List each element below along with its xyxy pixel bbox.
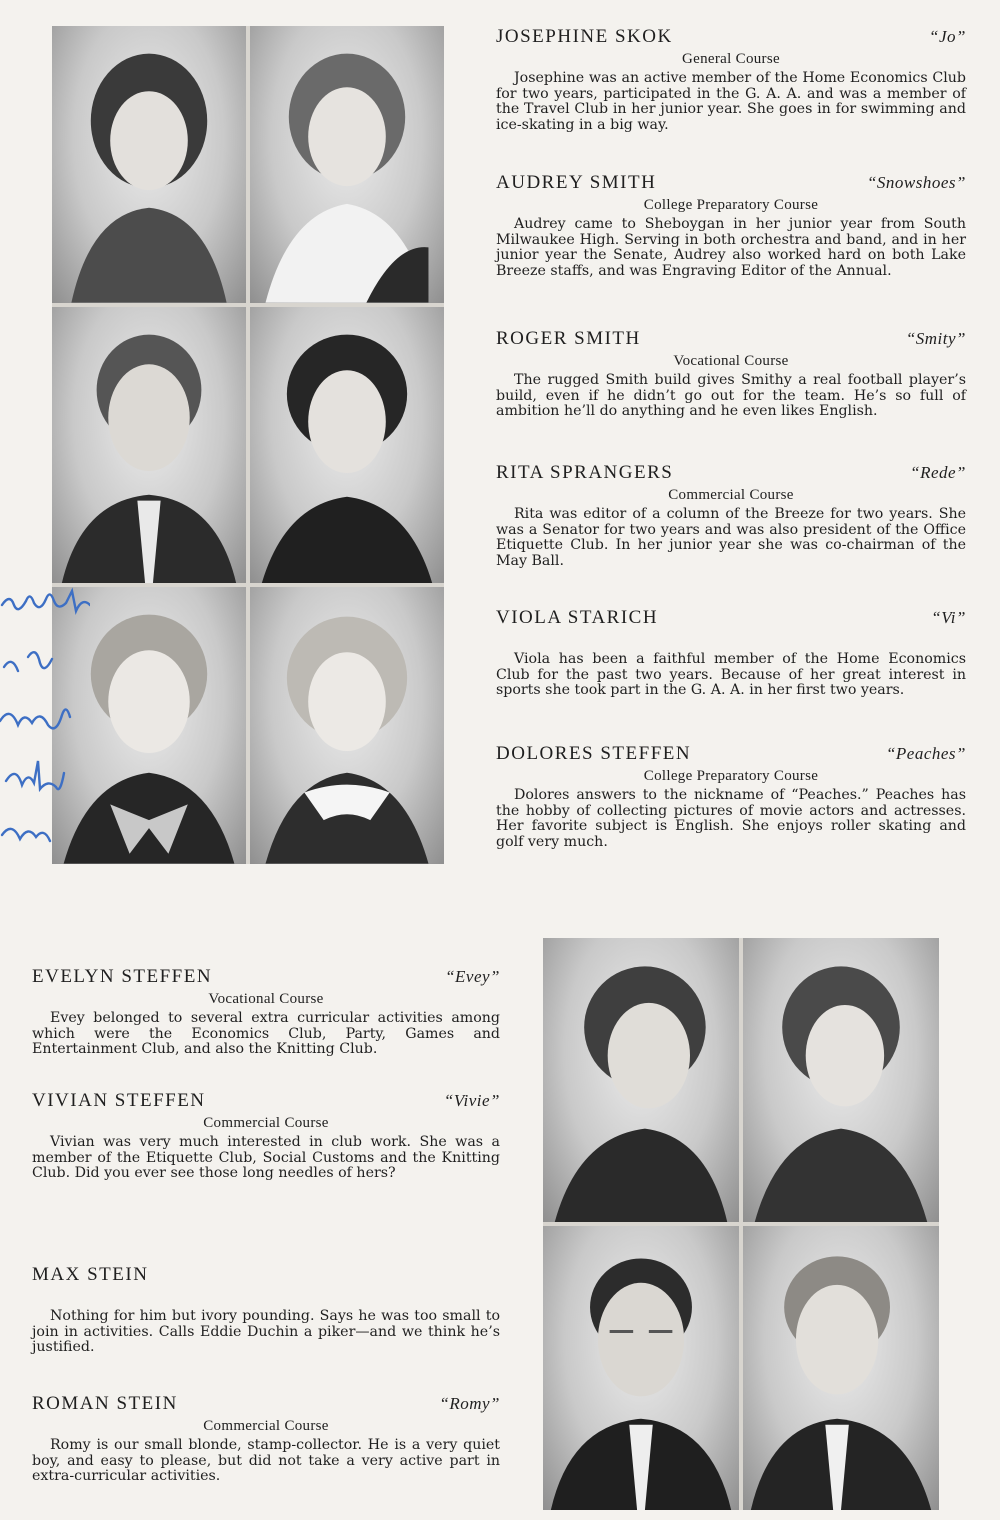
portrait-evelyn-steffen [543,938,739,1222]
entry-roger-smith [496,328,966,420]
student-course [32,1289,500,1306]
student-course [496,632,966,649]
student-name: ROMAN STEIN [32,1393,178,1414]
entry-vivian-steffen [32,1090,500,1182]
portrait-grid-bottom [543,938,939,1510]
student-nickname: “Snowshoes” [866,173,966,192]
student-name: MAX STEIN [32,1264,149,1285]
student-course: Vocational Course [208,991,324,1007]
student-nickname: “Vivie” [443,1091,500,1110]
student-course: Vocational Course [673,353,789,369]
entry-rita-sprangers [496,462,966,569]
student-nickname: “Jo” [929,27,966,46]
student-name: JOSEPHINE SKOK [496,26,673,47]
student-bio: Dolores answers to the nickname of “Peaches.” Peaches has the hobby of collecting pictures of movie actors and actresses. Her favorite subject is English. She enjoys roller skating and golf very much. [496,787,966,850]
student-bio: The rugged Smith build gives Smithy a real football player’s build, even if he didn’t go out for the team. He’s so full of ambition he’ll do anything and he even likes English. [496,372,966,419]
student-course: College Preparatory Course [643,768,819,784]
student-nickname: “Vi” [931,608,966,627]
student-bio: Audrey came to Sheboygan in her junior year from South Milwaukee High. Serving in both orchestra and band, and in her junior year the Senate, Audrey also worked hard on both Lake Breeze staffs, and was Engraving Editor of the Annual. [496,216,966,279]
portrait-grid-top [52,26,444,864]
student-name: EVELYN STEFFEN [32,966,213,987]
student-bio: Nothing for him but ivory pounding. Says he was too small to join in activities. Calls Eddie Duchin a piker—and we think he’s justified. [32,1308,500,1355]
student-nickname: “Evey” [445,967,500,986]
student-bio: Josephine was an active member of the Home Economics Club for two years, participated in the G. A. A. and was a member of the Travel Club in her junior year. She goes in for swimming and ice-skating in a big way. [496,70,966,133]
student-course: Commercial Course [203,1115,329,1131]
student-name: DOLORES STEFFEN [496,743,692,764]
student-name: VIOLA STARICH [496,607,659,628]
student-name: AUDREY SMITH [496,172,657,193]
student-bio: Viola has been a faithful member of the Home Economics Club for the past two years. Because of her great interest in sports she took part in the G. A. A. in her first two years. [496,651,966,698]
portrait-audrey-smith [250,26,444,303]
student-course: Commercial Course [668,487,794,503]
student-nickname: “Peaches” [885,744,966,763]
portrait-roman-stein [743,1226,939,1510]
student-course: General Course [682,51,780,67]
entry-josephine-skok [496,26,966,133]
student-bio: Evey belonged to several extra curricular activities among which were the Economics Club, Party, Games and Entertainment Club, and also the Knitting Club. [32,1010,500,1057]
student-name: RITA SPRANGERS [496,462,674,483]
entry-audrey-smith [496,172,966,279]
student-nickname: “Romy” [439,1394,500,1413]
student-bio: Rita was editor of a column of the Breeze for two years. She was a Senator for two years and was also president of the Office Etiquette Club. In her junior year she was co-chairman of the May Ball. [496,506,966,569]
entry-max-stein [32,1264,500,1356]
student-name: VIVIAN STEFFEN [32,1090,206,1111]
student-bio: Romy is our small blonde, stamp-collector. He is a very quiet boy, and easy to please, but did not take a very active part in extra-curricular activities. [32,1437,500,1484]
student-nickname: “Rede” [910,463,966,482]
portrait-rita-sprangers [250,307,444,584]
entry-dolores-steffen [496,743,966,850]
portrait-vivian-steffen [743,938,939,1222]
portrait-roger-smith [52,307,246,584]
entry-roman-stein [32,1393,500,1485]
handwritten-signature [0,585,90,855]
student-course: College Preparatory Course [643,197,819,213]
student-nickname: “Smity” [905,329,966,348]
portrait-josephine-skok [52,26,246,303]
portrait-dolores-steffen [250,587,444,864]
student-name: ROGER SMITH [496,328,641,349]
portrait-max-stein [543,1226,739,1510]
student-course: Commercial Course [203,1418,329,1434]
entry-evelyn-steffen [32,966,500,1058]
entry-viola-starich [496,607,966,699]
student-bio: Vivian was very much interested in club work. She was a member of the Etiquette Club, Social Customs and the Knitting Club. Did you ever see those long needles of hers? [32,1134,500,1181]
